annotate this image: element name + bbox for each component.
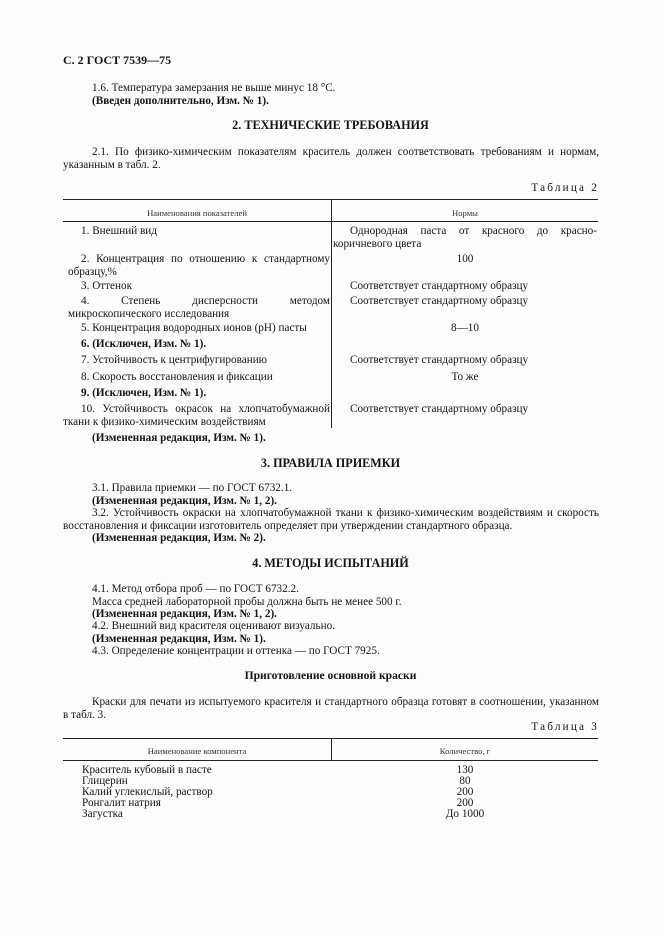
table-2-col2-header: Нормы [452,208,478,218]
table-row-norm: Соответствует стандартному образцу [350,403,529,415]
section-4-title: 4. МЕТОДЫ ИСПЫТАНИЙ [252,556,409,570]
table-row-qty: 80 [459,775,471,787]
table-3-col1-header: Наименование компонента [147,746,247,756]
table-row-qty: До 1000 [445,808,485,820]
section-2-title: 2. ТЕХНИЧЕСКИЕ ТРЕБОВАНИЯ [232,118,429,132]
table-row-name: 2. Концентрация по отношению к стандартному образцу,% [68,253,330,278]
amendment-note: (Измененная редакция, Изм. № 1, 2). [92,495,277,507]
table-3-header-rule [63,760,598,761]
paragraph-1-6: 1.6. Температура замерзания не выше минус 18 °С. [92,82,336,94]
table-row-name: 10. Устойчивость окрасок на хлопчатобумажной ткани к физико-химическим воздействиям [63,403,330,428]
paragraph-4-2: 4.2. Внешний вид красителя оценивают визуально. [92,620,335,632]
table-row-name: 4. Степень дисперсности методом микроскопического исследования [68,295,330,320]
table-row-name: Ронгалит натрия [82,797,161,809]
table-row-norm: Соответствует стандартному образцу [350,280,529,292]
paragraph-4-3: 4.3. Определение концентрации и оттенка — по ГОСТ 7925. [92,645,380,657]
table-row-name: Калий углекислый, раствор [82,786,213,798]
table-2-column-divider [331,199,332,428]
table-2-caption: Таблица 2 [531,182,599,194]
amendment-note: (Введен дополнительно, Изм. № 1). [92,95,269,107]
table-row-norm: Соответствует стандартному образцу [350,354,529,366]
paragraph-4-1-mass: Масса средней лабораторной пробы должна быть не менее 500 г. [92,596,402,608]
amendment-note: (Измененная редакция, Изм. № 1). [92,633,266,645]
table-row-name: 8. Скорость восстановления и фиксации [81,371,273,383]
section-3-title: 3. ПРАВИЛА ПРИЕМКИ [260,456,401,470]
paragraph-print-paints: Краски для печати из испытуемого красителя и стандартного образца готовят в соотношении, указанном в табл. 3. [63,696,599,721]
table-row-name: Загустка [82,808,123,820]
table-row-name: 9. (Исключен, Изм. № 1). [81,387,207,399]
table-2-col1-header: Наименования показателей [147,208,247,218]
table-row-norm: 100 [456,253,474,265]
table-row-name: Краситель кубовый в пасте [82,764,212,776]
table-row-qty: 200 [456,797,474,809]
table-row-norm: То же [451,371,479,383]
table-row-norm: 8—10 [451,322,479,334]
page-header: С. 2 ГОСТ 7539—75 [63,53,172,67]
table-row-qty: 200 [456,786,474,798]
table-row-norm: Соответствует стандартному образцу [350,295,529,307]
table-row-name: 3. Оттенок [81,280,133,292]
paragraph-2-1: 2.1. По физико-химическим показателям краситель должен соответствовать требованиям и нормам, указанным в табл. 2. [63,146,599,171]
table-row-norm: Однородная паста от красного до красно-коричневого цвета [333,225,597,250]
table-2-amendment-note: (Измененная редакция, Изм. № 1). [92,432,266,444]
amendment-note: (Измененная редакция, Изм. № 2). [92,532,266,544]
table-row-name: 5. Концентрация водородных ионов (рН) пасты [81,322,307,334]
table-3-caption: Таблица 3 [531,721,599,733]
table-row-qty: 130 [456,764,474,776]
table-row-name: Глицерин [82,775,128,787]
paragraph-4-1: 4.1. Метод отбора проб — по ГОСТ 6732.2. [92,583,299,595]
table-3-col2-header: Количество, г [439,746,491,756]
paragraph-3-1: 3.1. Правила приемки — по ГОСТ 6732.1. [92,482,293,494]
paragraph-3-2: 3.2. Устойчивость окраски на хлопчатобумажной ткани к физико-химическим воздействиям и скорость восстановления и фиксации изготовитель определяет при утверждении стандартного образца. [63,507,599,532]
amendment-note: (Измененная редакция, Изм. № 1, 2). [92,608,277,620]
table-row-name: 6. (Исключен, Изм. № 1). [81,338,207,350]
table-row-name: 7. Устойчивость к центрифугированию [81,354,268,366]
subheading-base-paint: Приготовление основной краски [244,669,417,682]
table-row-name: 1. Внешний вид [81,225,157,237]
